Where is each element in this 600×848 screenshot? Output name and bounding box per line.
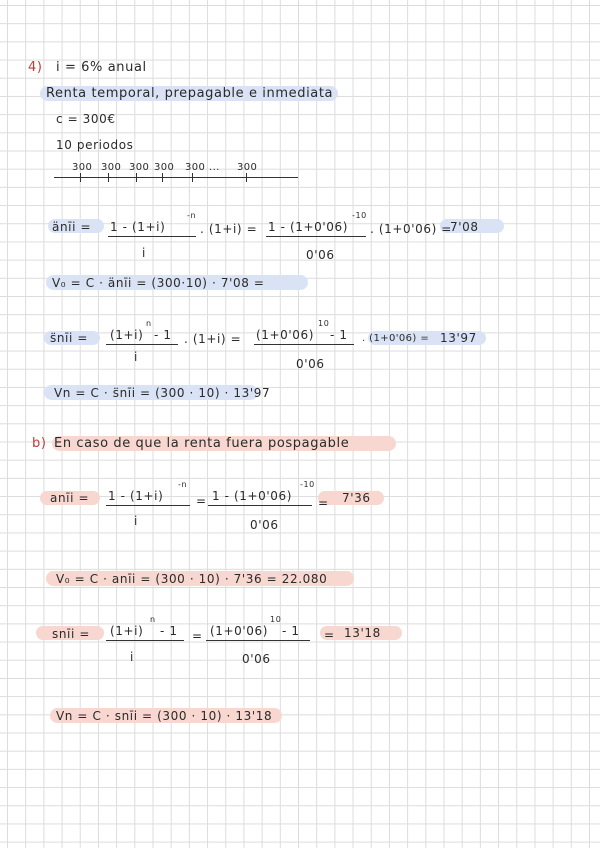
denominator: i xyxy=(142,246,146,260)
fraction-bar xyxy=(208,505,312,506)
timeline-axis xyxy=(54,177,298,178)
denominator: 0'06 xyxy=(296,357,325,371)
timeline-tick xyxy=(246,173,247,182)
fraction-bar xyxy=(254,344,354,345)
tail: . (1+0'06) = xyxy=(362,333,430,344)
denominator: 0'06 xyxy=(242,652,271,666)
exponent: n xyxy=(150,615,156,624)
multiplier: . (1+i) = xyxy=(184,332,242,346)
numerator-tail: - 1 xyxy=(154,328,172,342)
denominator: i xyxy=(130,650,134,664)
result: 13'18 xyxy=(344,626,381,640)
interest-rate: i = 6% anual xyxy=(56,60,147,75)
exponent: 10 xyxy=(270,615,282,624)
numerator: (1+i) xyxy=(110,624,144,638)
multiplier: . (1+i) = xyxy=(200,222,258,236)
exponent: -n xyxy=(178,480,188,489)
rent-type: Renta temporal, prepagable e inmediata xyxy=(46,86,334,101)
numerator: (1+i) xyxy=(110,328,144,342)
denominator: 0'06 xyxy=(306,248,335,262)
numerator: 1 - (1+0'06) xyxy=(212,489,293,503)
fraction-bar xyxy=(206,640,310,641)
numerator: 1 - (1+i) xyxy=(108,489,164,503)
timeline-tick xyxy=(108,173,109,182)
fraction-bar xyxy=(108,236,196,237)
timeline-payment: 300 xyxy=(72,162,93,173)
result: 7'36 xyxy=(342,491,371,505)
timeline-tick xyxy=(162,173,163,182)
part-b-label: b) xyxy=(32,436,47,451)
formula-b-final-value: Vn = C · snı̄i = (300 · 10) · 13'18 xyxy=(56,709,273,723)
problem-number: 4) xyxy=(28,60,43,75)
formula-a-present-value: V₀ = C · änı̄i = (300·10) · 7'08 = xyxy=(52,276,265,290)
fraction-bar xyxy=(106,344,178,345)
result: 7'08 xyxy=(450,220,479,234)
timeline-payment: 300 xyxy=(154,162,175,173)
timeline-tick xyxy=(136,173,137,182)
numerator: 1 - (1+i) xyxy=(110,220,166,234)
fraction-bar xyxy=(106,640,184,641)
formula-lhs: snı̄i = xyxy=(52,627,90,641)
timeline-payment: 300 xyxy=(185,162,206,173)
numerator-tail: - 1 xyxy=(282,624,300,638)
numerator: (1+0'06) xyxy=(256,328,315,342)
equals: = xyxy=(318,496,329,510)
timeline-tick xyxy=(192,173,193,182)
exponent: 10 xyxy=(318,319,330,328)
numerator-tail: - 1 xyxy=(160,624,178,638)
fraction-bar xyxy=(106,505,190,506)
exponent: n xyxy=(146,319,152,328)
formula-lhs: änı̄i = xyxy=(52,220,92,234)
denominator: 0'06 xyxy=(250,518,279,532)
formula-a-final-value: Vn = C · s̈nı̄i = (300 · 10) · 13'97 xyxy=(54,386,271,400)
denominator: i xyxy=(134,514,138,528)
timeline-payment: 300 xyxy=(101,162,122,173)
timeline-payment: ... xyxy=(209,162,220,173)
exponent: -10 xyxy=(352,211,367,220)
periods: 10 periodos xyxy=(56,138,134,152)
exponent: -n xyxy=(187,211,197,220)
formula-b-present-value: V₀ = C · anı̄i = (300 · 10) · 7'36 = 22.080 xyxy=(56,572,328,586)
formula-lhs: anı̄i = xyxy=(50,491,90,505)
numerator: (1+0'06) xyxy=(210,624,269,638)
tail: . (1+0'06) = xyxy=(370,222,452,236)
numerator: 1 - (1+0'06) xyxy=(268,220,349,234)
capital: c = 300€ xyxy=(56,112,116,126)
equals: = xyxy=(192,629,203,643)
formula-lhs: s̈nı̄i = xyxy=(50,331,88,345)
part-b-title: En caso de que la renta fuera pospagable xyxy=(54,436,350,451)
equals: = xyxy=(324,628,335,642)
timeline-payment: 300 xyxy=(129,162,150,173)
timeline-payment: 300 xyxy=(237,162,258,173)
fraction-bar xyxy=(266,236,366,237)
denominator: i xyxy=(134,350,138,364)
result: 13'97 xyxy=(440,331,477,345)
equals: = xyxy=(196,494,207,508)
exponent: -10 xyxy=(300,480,315,489)
numerator-tail: - 1 xyxy=(330,328,348,342)
timeline-tick xyxy=(80,173,81,182)
